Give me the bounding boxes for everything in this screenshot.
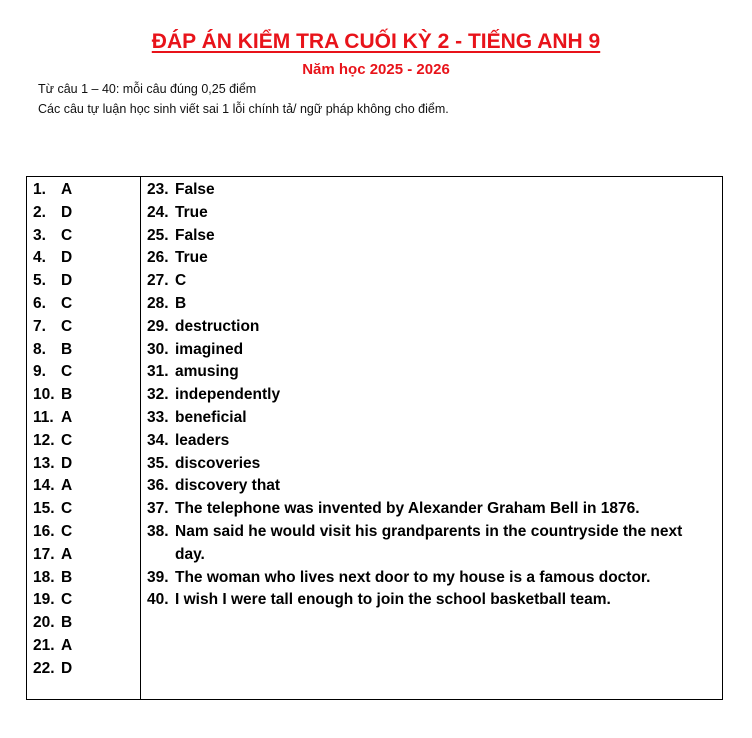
answer-number: 17. <box>33 545 55 563</box>
answer-number: 8. <box>33 340 46 358</box>
answer-number: 13. <box>33 454 55 472</box>
answer-item <box>147 407 716 430</box>
answer-column-right <box>141 177 723 700</box>
answer-value: B <box>61 340 73 358</box>
answer-value: discovery that <box>175 477 281 495</box>
answer-value: D <box>61 203 73 221</box>
answer-number: 32. <box>147 386 169 404</box>
answer-item <box>33 316 134 339</box>
answer-number: 10. <box>33 386 55 404</box>
answer-number: 11. <box>33 408 54 426</box>
answer-value: B <box>61 568 73 586</box>
answer-value: amusing <box>175 363 239 381</box>
answer-number: 9. <box>33 363 46 381</box>
answer-number: 25. <box>147 226 169 244</box>
answer-item <box>147 202 716 225</box>
answer-number: 36. <box>147 477 169 495</box>
answer-item <box>147 521 716 567</box>
answer-item <box>147 293 716 316</box>
answer-item <box>33 339 134 362</box>
answer-value: C <box>61 500 73 518</box>
answer-item <box>33 521 134 544</box>
answer-item <box>33 179 134 202</box>
answer-value: C <box>61 294 73 312</box>
answer-item <box>33 225 134 248</box>
answer-value: The telephone was invented by Alexander Graham Bell in 1876. <box>175 500 640 518</box>
answer-number: 23. <box>147 181 169 198</box>
answer-value: B <box>175 294 187 312</box>
answer-number: 38. <box>147 522 169 540</box>
answer-number: 31. <box>147 363 169 381</box>
answer-item <box>33 247 134 270</box>
answer-number: 14. <box>33 477 55 495</box>
answer-number: 27. <box>147 272 169 290</box>
answer-number: 7. <box>33 317 46 335</box>
answer-value: True <box>175 203 208 221</box>
answer-column-left <box>27 177 141 700</box>
answer-number: 22. <box>33 659 55 677</box>
answer-number: 5. <box>33 272 46 290</box>
answer-number: 34. <box>147 431 169 449</box>
answer-value: beneficial <box>175 408 247 426</box>
answer-item <box>147 475 716 498</box>
answer-number: 37. <box>147 500 169 518</box>
answer-number: 3. <box>33 226 46 244</box>
answer-value: C <box>61 317 73 335</box>
answer-value: discoveries <box>175 454 261 472</box>
answer-value: leaders <box>175 431 230 449</box>
answer-table <box>26 176 723 700</box>
answer-value: True <box>175 249 208 267</box>
answer-item <box>33 384 134 407</box>
answer-item <box>147 498 716 521</box>
answer-item <box>33 475 134 498</box>
answer-item <box>33 658 134 681</box>
answer-item <box>33 293 134 316</box>
answer-value: A <box>61 477 73 495</box>
answer-item <box>33 498 134 521</box>
answer-value: independently <box>175 386 281 404</box>
scoring-note: Từ câu 1 – 40: mỗi câu đúng 0,25 điểm <box>38 82 257 96</box>
answer-item <box>33 202 134 225</box>
answer-value: C <box>61 431 73 449</box>
answer-value: imagined <box>175 340 244 358</box>
answer-item <box>147 384 716 407</box>
answer-number: 28. <box>147 294 169 312</box>
answer-item <box>147 339 716 362</box>
essay-note: Các câu tự luận học sinh viết sai 1 lỗi chính tả/ ngữ pháp không cho điểm. <box>38 102 449 116</box>
answer-value: destruction <box>175 317 260 335</box>
answer-number: 16. <box>33 522 55 540</box>
answer-number: 24. <box>147 203 169 221</box>
answer-value: A <box>61 181 73 198</box>
answer-item <box>147 567 716 590</box>
answer-item <box>33 635 134 658</box>
answer-number: 40. <box>147 591 169 609</box>
answer-number: 20. <box>33 614 55 632</box>
answer-item <box>147 430 716 453</box>
answer-value: C <box>61 226 73 244</box>
answer-value: C <box>61 522 73 540</box>
answer-item <box>147 247 716 270</box>
answer-item <box>33 544 134 567</box>
answer-item <box>147 589 716 612</box>
answer-value: False <box>175 181 215 198</box>
answer-value: D <box>61 249 73 267</box>
answer-value: B <box>61 386 73 404</box>
answer-value: I wish I were tall enough to join the school basketball team. <box>175 591 611 609</box>
answer-value: B <box>61 614 73 632</box>
answer-value: Nam said he would visit his grandparents in the countryside the next day. <box>175 522 683 563</box>
answer-value: A <box>61 408 73 426</box>
answer-number: 18. <box>33 568 55 586</box>
answer-number: 19. <box>33 591 55 609</box>
answer-number: 33. <box>147 408 169 426</box>
page-title: ĐÁP ÁN KIỂM TRA CUỐI KỲ 2 - TIẾNG ANH 9 <box>151 30 601 53</box>
answer-item <box>147 179 716 202</box>
answer-number: 2. <box>33 203 46 221</box>
answer-value: C <box>61 363 73 381</box>
answer-value: D <box>61 272 73 290</box>
answer-number: 30. <box>147 340 169 358</box>
answer-value: D <box>61 659 73 677</box>
answer-number: 35. <box>147 454 169 472</box>
answer-item <box>33 589 134 612</box>
answer-value: The woman who lives next door to my house is a famous doctor. <box>175 568 651 586</box>
answer-number: 4. <box>33 249 46 267</box>
answer-item <box>33 361 134 384</box>
answer-item <box>33 430 134 453</box>
answer-item <box>33 612 134 635</box>
answer-number: 1. <box>33 181 46 198</box>
answer-number: 26. <box>147 249 169 267</box>
answer-item <box>147 225 716 248</box>
school-year: Năm học 2025 - 2026 <box>302 61 450 78</box>
answer-table-row <box>27 177 723 700</box>
answer-number: 12. <box>33 431 55 449</box>
answer-item <box>147 316 716 339</box>
answer-value: C <box>175 272 187 290</box>
answer-value: C <box>61 591 73 609</box>
answer-number: 15. <box>33 500 55 518</box>
answer-value: A <box>61 636 73 654</box>
answer-number: 39. <box>147 568 169 586</box>
answer-item <box>33 407 134 430</box>
answer-item <box>147 270 716 293</box>
answer-item <box>33 270 134 293</box>
answer-item <box>33 453 134 476</box>
answer-value: D <box>61 454 73 472</box>
answer-value: False <box>175 226 215 244</box>
answer-number: 6. <box>33 294 46 312</box>
answer-number: 29. <box>147 317 169 335</box>
answer-item <box>147 361 716 384</box>
answer-item <box>147 453 716 476</box>
answer-value: A <box>61 545 73 563</box>
answer-item <box>33 567 134 590</box>
answer-number: 21. <box>33 636 55 654</box>
